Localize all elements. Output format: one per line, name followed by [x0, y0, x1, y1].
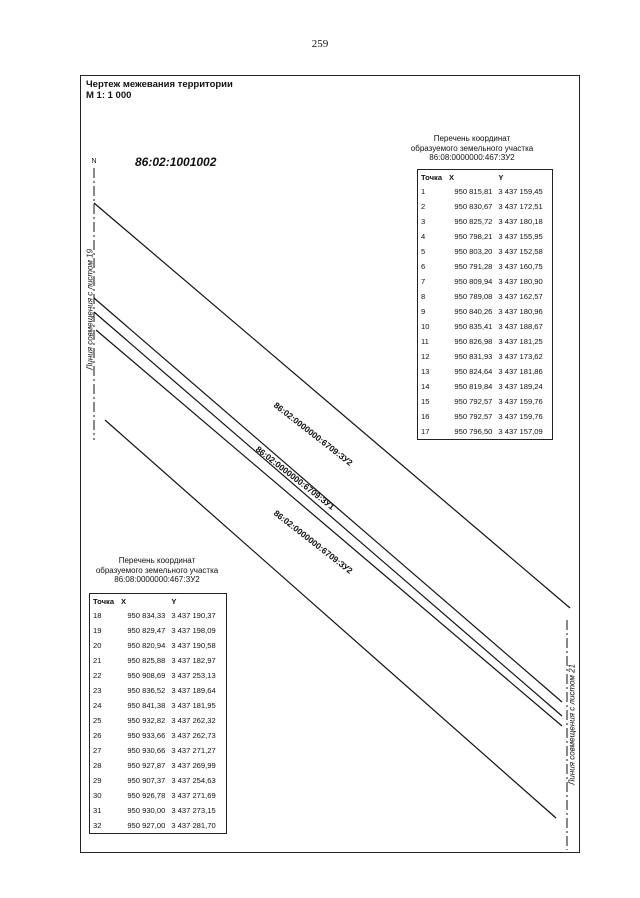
- cell-x: 950 927,87: [127, 761, 166, 770]
- cell-point: 10: [421, 322, 430, 331]
- cell-point: 2: [421, 202, 426, 211]
- cell-y: 3 437 173,62: [498, 352, 543, 361]
- table-row: [90, 728, 227, 743]
- cell-y: 3 437 162,57: [498, 292, 543, 301]
- cell-y: 3 437 180,18: [498, 217, 543, 226]
- coordinates-table-bottom: [89, 593, 227, 834]
- cell-y: 3 437 269,99: [171, 761, 216, 770]
- table-row: [418, 334, 553, 349]
- cell-y: 3 437 273,15: [171, 806, 216, 815]
- cell-point: 5: [421, 247, 426, 256]
- cell-y: 3 437 159,76: [498, 412, 543, 421]
- cell-point: 26: [93, 731, 102, 740]
- cell-x: 950 819,84: [454, 382, 493, 391]
- cell-x: 950 815,81: [454, 187, 493, 196]
- cell-x: 950 792,57: [454, 412, 493, 421]
- table-row: [90, 608, 227, 623]
- cell-point: 13: [421, 367, 430, 376]
- cell-x: 950 907,37: [127, 776, 166, 785]
- cell-x: 950 927,00: [127, 821, 166, 830]
- drawing-scale: М 1: 1 000: [86, 90, 132, 101]
- cell-point: 29: [93, 776, 102, 785]
- cell-y: 3 437 159,76: [498, 397, 543, 406]
- header-x: X: [449, 172, 455, 182]
- header-x: X: [121, 596, 127, 606]
- table-top-caption-line2: образуемого земельного участка: [410, 143, 534, 153]
- table-bottom-caption: [86, 556, 228, 585]
- cell-point: 4: [421, 232, 426, 241]
- cell-y: 3 437 160,75: [498, 262, 543, 271]
- cell-point: 27: [93, 746, 102, 755]
- table-row: [418, 379, 553, 394]
- table-row: [90, 668, 227, 683]
- table-row: [418, 364, 553, 379]
- cell-y: 3 437 253,13: [171, 671, 216, 680]
- header-y: Y: [171, 596, 177, 606]
- parcel-label-lower: 86:02:0000000:6709:ЗУ2: [271, 508, 355, 576]
- table-row: [418, 349, 553, 364]
- cell-point: 18: [93, 611, 102, 620]
- cell-x: 950 831,93: [454, 352, 493, 361]
- table-row: [418, 229, 553, 244]
- cell-y: 3 437 181,95: [171, 701, 216, 710]
- cell-point: 9: [421, 307, 426, 316]
- cell-point: 6: [421, 262, 426, 271]
- cell-x: 950 840,26: [454, 307, 493, 316]
- table-row: [418, 259, 553, 274]
- table-row: [418, 199, 553, 214]
- cell-point: 24: [93, 701, 102, 710]
- table-bottom-caption-line1: Перечень координат: [118, 556, 196, 565]
- table-top-caption: [388, 134, 556, 163]
- table-row: [418, 274, 553, 289]
- cell-x: 950 834,33: [127, 611, 166, 620]
- cell-point: 16: [421, 412, 430, 421]
- cell-point: 8: [421, 292, 426, 301]
- table-row: [418, 424, 553, 440]
- cell-x: 950 792,57: [454, 397, 493, 406]
- cell-point: 32: [93, 821, 102, 830]
- table-row: [418, 184, 553, 199]
- north-arrow-icon: N: [91, 158, 97, 165]
- cell-y: 3 437 157,09: [498, 427, 543, 436]
- cell-y: 3 437 180,90: [498, 277, 543, 286]
- table-row: [90, 653, 227, 668]
- cell-x: 950 930,66: [127, 746, 166, 755]
- cell-y: 3 437 181,25: [498, 337, 543, 346]
- table-row: [418, 244, 553, 259]
- table-row: [418, 214, 553, 229]
- cell-x: 950 796,50: [454, 427, 493, 436]
- cell-point: 25: [93, 716, 102, 725]
- cell-x: 950 798,21: [454, 232, 493, 241]
- table-header-row: [418, 170, 553, 185]
- table-row: [90, 818, 227, 834]
- cell-point: 11: [421, 337, 429, 346]
- combination-line-left-label: Линия совмещения с листом 19: [85, 248, 95, 371]
- cell-x: 950 826,98: [454, 337, 493, 346]
- cell-y: 3 437 254,63: [171, 776, 216, 785]
- table-row: [90, 713, 227, 728]
- coordinates-table-bottom-body: [90, 608, 227, 834]
- cell-x: 950 835,41: [454, 322, 493, 331]
- cell-y: 3 437 190,37: [171, 611, 216, 620]
- cell-x: 950 803,20: [454, 247, 493, 256]
- cell-y: 3 437 281,70: [171, 821, 216, 830]
- cell-y: 3 437 189,24: [498, 382, 543, 391]
- table-row: [90, 758, 227, 773]
- cell-point: 14: [421, 382, 430, 391]
- cell-x: 950 932,82: [127, 716, 166, 725]
- table-top-caption-line1: Перечень координат: [433, 134, 511, 143]
- table-row: [90, 743, 227, 758]
- cell-point: 20: [93, 641, 102, 650]
- cell-point: 1: [421, 187, 426, 196]
- cell-x: 950 820,94: [127, 641, 166, 650]
- cell-y: 3 437 262,73: [171, 731, 216, 740]
- header-y: Y: [498, 172, 504, 182]
- cell-x: 950 809,94: [454, 277, 493, 286]
- cell-point: 15: [421, 397, 430, 406]
- page-number: 259: [311, 38, 329, 50]
- cell-point: 31: [93, 806, 102, 815]
- cell-x: 950 791,28: [454, 262, 493, 271]
- cell-point: 21: [93, 656, 102, 665]
- table-row: [90, 773, 227, 788]
- cell-y: 3 437 271,27: [171, 746, 216, 755]
- cell-x: 950 825,88: [127, 656, 166, 665]
- cell-x: 950 908,69: [127, 671, 166, 680]
- cell-point: 22: [93, 671, 102, 680]
- table-row: [90, 638, 227, 653]
- header-point: Точка: [93, 596, 115, 606]
- table-row: [418, 319, 553, 334]
- cell-point: 28: [93, 761, 102, 770]
- cell-point: 12: [421, 352, 430, 361]
- cell-x: 950 841,38: [127, 701, 166, 710]
- cell-x: 950 930,00: [127, 806, 166, 815]
- cell-x: 950 824,64: [454, 367, 493, 376]
- cell-x: 950 926,78: [127, 791, 166, 800]
- coordinates-table-top-body: [418, 184, 553, 440]
- table-row: [418, 304, 553, 319]
- header-point: Точка: [421, 172, 443, 182]
- cell-y: 3 437 189,64: [171, 686, 216, 695]
- table-row: [90, 803, 227, 818]
- table-bottom-caption-line2: образуемого земельного участка: [95, 565, 219, 575]
- cell-point: 19: [93, 626, 102, 635]
- parcel-label-middle: 86:02:0000000:6709:ЗУ1: [253, 444, 337, 512]
- table-header-row: [90, 594, 227, 609]
- table-row: [418, 409, 553, 424]
- parcel-label-upper: 86:02:0000000:6709:ЗУ2: [271, 400, 355, 468]
- cell-point: 23: [93, 686, 102, 695]
- coordinates-table-top: [417, 169, 553, 440]
- cell-y: 3 437 180,96: [498, 307, 543, 316]
- table-top-caption-line3: 86:08:0000000:467:ЗУ2: [429, 153, 515, 162]
- cell-x: 950 829,47: [127, 626, 166, 635]
- table-row: [418, 394, 553, 409]
- cadastral-block-number: 86:02:1001002: [135, 155, 217, 169]
- cell-y: 3 437 152,58: [498, 247, 543, 256]
- table-row: [90, 623, 227, 638]
- cell-x: 950 836,52: [127, 686, 166, 695]
- cell-y: 3 437 198,09: [171, 626, 216, 635]
- cell-y: 3 437 262,32: [171, 716, 216, 725]
- cell-y: 3 437 188,67: [498, 322, 543, 331]
- cell-y: 3 437 155,95: [498, 232, 543, 241]
- cell-y: 3 437 182,97: [171, 656, 216, 665]
- cell-x: 950 830,67: [454, 202, 493, 211]
- table-row: [90, 683, 227, 698]
- cell-point: 30: [93, 791, 102, 800]
- cell-y: 3 437 190,58: [171, 641, 216, 650]
- drawing-title-name: Чертеж межевания территории: [86, 79, 233, 90]
- table-row: [90, 788, 227, 803]
- table-row: [90, 698, 227, 713]
- table-bottom-caption-line3: 86:08:0000000:467:ЗУ2: [114, 575, 200, 584]
- cell-y: 3 437 271,69: [171, 791, 216, 800]
- cell-point: 3: [421, 217, 426, 226]
- table-row: [418, 289, 553, 304]
- cell-point: 17: [421, 427, 430, 436]
- cell-y: 3 437 172,51: [498, 202, 543, 211]
- combination-line-right-label: Линия совмещения с листом 21: [567, 663, 577, 786]
- cell-y: 3 437 181,86: [498, 367, 543, 376]
- cell-point: 7: [421, 277, 426, 286]
- cell-x: 950 825,72: [454, 217, 493, 226]
- cell-x: 950 933,66: [127, 731, 166, 740]
- cell-x: 950 789,08: [454, 292, 493, 301]
- cell-y: 3 437 159,45: [498, 187, 543, 196]
